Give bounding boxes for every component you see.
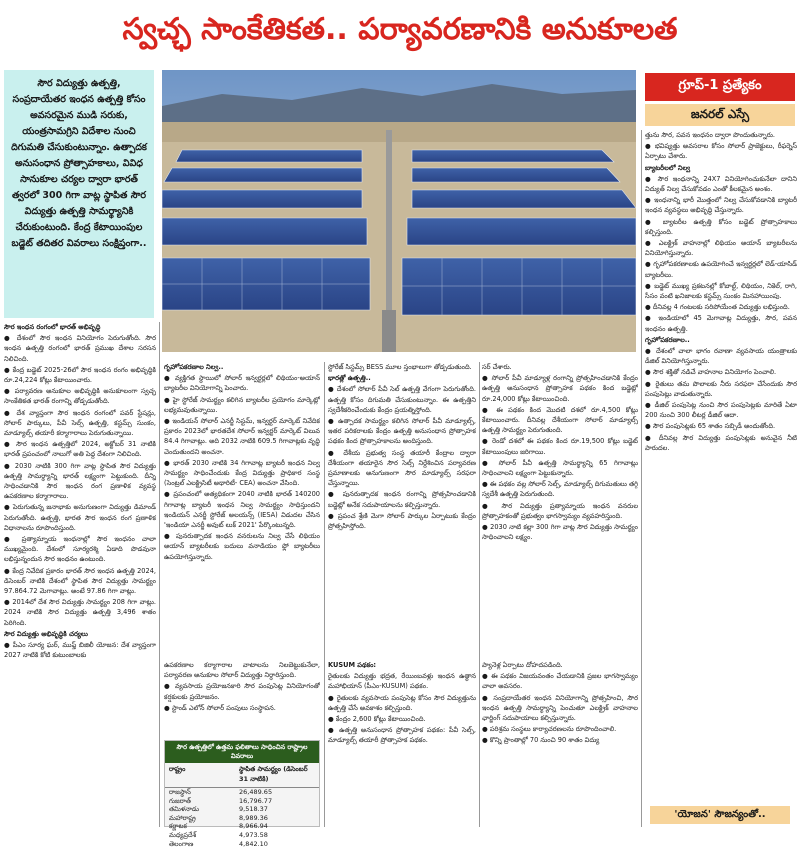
paragraph: ● దీనివల్ల 4 గంటలకు సరిపోయేంత విద్యుత్తు లభిస్తుంది. (645, 303, 790, 312)
paragraph: ● డీజిల్ పంపుసెట్ల నుంచి సౌర పంపుసెట్లకు మారితే ఏటా 200 నుంచి 300 లీటర్ల డీజిల్ ఆదా. (645, 401, 797, 420)
paragraph: ● పునరుత్పాదక ఇంధన వనరులను నిల్వ చేసే లిథియం అయాన్ బ్యాటరీలకు బదులు వనాడియం ఫ్లో బ్యాటరీలు ఉపయోగిస్తున్నారు. (164, 532, 320, 561)
table-row (165, 840, 319, 848)
solar-panel-photo (162, 70, 636, 352)
table-title: సౌర ఉత్పత్తిలో ఉత్తమ ఫలితాలు సాధించిన రాష్ట్రాల వివరాలు (165, 741, 319, 763)
column-divider (479, 362, 480, 827)
paragraph: ● సౌర విద్యుత్తు ప్రత్యామ్నాయ ఇంధన వనరుల ప్రోత్సాహకంతో ప్రభుత్వం భాగస్వామ్యం వ్యవహరిస్తుంది. (482, 501, 638, 520)
paragraph: ● దేశంలో సౌర ఇంధన వినియోగం పెరుగుతోంది. సౌర ఇంధన ఉత్పత్తి రంగంలో భారత్ ప్రముఖ దేశాల సరసన నిలిచింది. (4, 334, 156, 363)
paragraph: ● సౌర ఇంధన ఉత్పత్తిలో 2024, అక్టోబర్ 31 నాటికి భారత్ ప్రపంచంలో నాలుగో అతి పెద్ద దేశంగా నిలిచింది. (4, 440, 156, 459)
paragraph: ● కేంద్ర నివేదిక ప్రకారం భారత్ సౌర ఇంధన ఉత్పత్తి 2024, డిసెంబర్ నాటికి దేశంలో స్థాపిత సౌర విద్యుత్తు సామర్థ్యం 97.864.72 మెగావాట్లు. అంటే 97.86 గిగా వాట్లు. (4, 566, 156, 596)
column-divider (641, 130, 642, 827)
table-cell-state: తమిళనాడు (169, 805, 199, 814)
paragraph: స్టోరేజ్ సిస్టమ్స్ BESS మూల స్తంభాలుగా తోడ్పడుతుంది. (328, 363, 472, 371)
paragraph: ● 2030 నాటి కల్లా 300 గిగా వాట్ల సౌర విద్యుత్తు సామర్థ్యం సాధించాలని లక్ష్యం. (482, 523, 638, 542)
table-cell-state: మహారాష్ట్ర (169, 813, 196, 822)
table-cell-capacity: 8,989.36 (239, 813, 268, 822)
paragraph: ● సోలార్ పీవీ మాడ్యూళ్ల రంగాన్ని ప్రోత్సహించడానికి కేంద్రం ఉత్పత్తి అనుసంధాన ప్రోత్సాహక పథకం కింద బడ్జెట్లో రూ.24,000 కోట్లు కేటాయించింది. (482, 374, 638, 403)
paragraph: ● పరిశ్రమ సంస్థలు కార్యాచరణలను రూపొందించాలి. (482, 725, 617, 734)
paragraph: ప్యానెళ్ల ఏర్పాటు దోహదపడింది. (482, 661, 563, 669)
subheading: గృహోపకరణాల.. (645, 335, 690, 344)
paragraph: ● ఈ పథకం విజయవంతం చేయడానికి ప్రజల భాగస్వామ్యం చాలా అవసరం. (482, 672, 638, 691)
column-5 (164, 660, 320, 738)
table-cell-state: కర్ణాటక (169, 822, 187, 831)
byline: జనరల్ ఎస్సే (645, 104, 795, 126)
table-cell-state: గుజరాత్ (169, 796, 191, 805)
paragraph: ● కేంద్రం 2,600 కోట్లు కేటాయించింది. (328, 715, 426, 724)
section-badge: గ్రూప్-1 ప్రత్యేకం (645, 73, 795, 101)
paragraph: ● హై స్టోరేజ్ సామర్థ్యం కలిగిన బ్యాటరీల ప్రయోగం మార్కెట్లో లభ్యమవుతున్నాయి. (164, 395, 320, 414)
solar-farm-illustration (162, 70, 636, 352)
paragraph: ● సౌర శక్తితో నడిచే వాహనాల వినియోగం పెంచాలి. (645, 368, 777, 377)
table-row (165, 797, 319, 806)
column-6 (328, 660, 476, 827)
paragraph: ● ప్రపంచంలో అత్యధికంగా 2040 నాటికి భారత్ 140200 గిగావాట్ల బ్యాటరీ ఇంధన నిల్వ సామర్థ్యం సాధిస్తుందని ఇండియన్ ఎనర్జీ స్టోరేజ్ అలయన్స్ (IESA) విడుదల చేసిన 'ఇండియా ఎనర్జీ అవుట్ లుక్ 2021' పేర్కొంటున్నది. (164, 490, 320, 530)
subheading: బ్యాటరీలలో నిల్వ (645, 163, 691, 172)
paragraph: ● దేశంలో చాలా భాగం రవాణా వ్యవసాయ యంత్రాలకు డీజిల్ వినియోగిస్తున్నారు. (645, 347, 797, 366)
paragraph: ● ఇండియాలో 45 మెగావాట్ల విద్యుత్తు, సౌర, పవన ఇంధనం ఉత్పత్తి. (645, 314, 797, 333)
paragraph: ● వ్యక్తిగత స్థాయిలో సోలార్ ఇన్వర్టర్లలో లిథియం-అయాన్ బ్యాటరీల వినియోగాన్ని పెంచారు. (164, 374, 320, 393)
table-header-row (165, 763, 319, 788)
table-cell-capacity: 26,489.65 (239, 788, 273, 796)
subheading: భారత్లో ఉత్పత్తి.. (328, 374, 371, 383)
paragraph: ● ప్రపంచ శ్రేణి మెగా సోలార్ పార్కుల ఏర్పాటుకు కేంద్రం ప్రోత్సహిస్తోంది. (328, 511, 476, 531)
paragraph: ● ఎలక్ట్రిక్ వాహనాల్లో లిథియం అయాన్ బ్యాటరీలను వినియోగిస్తున్నారు. (645, 239, 797, 258)
paragraph: ఉపకరణాల కర్మాగారాల వాటాలను నిలబెట్టుకునేలా, పర్యావరణ అనుకూల సోలార్ విద్యుత్తు నిర్ధారిస్తుంది. (164, 661, 320, 680)
paragraph: రైతులకు విద్యుత్తు భద్రత, రేయింబవళ్లు ఇంధన ఉత్థాన మహాభియాన్ (పీఎం-KUSUM) పథకం. (328, 672, 476, 691)
paragraph: ● ఈ పథకం కింద మొదటి దశలో రూ.4,500 కోట్లు కేటాయించారు. దీనివల్ల దేశీయంగా సోలార్ మాడ్యూల్స్ ఉత్పత్తి సామర్థ్యం పెరుగుతుంది. (482, 405, 638, 435)
paragraph: ● గృహోపకరణాలకు ఉపయోగించే ఇన్వర్టర్లలో లెడ్-యాసిడ్ బ్యాటరీలు. (645, 260, 797, 279)
paragraph: ● సౌర పంపుసెట్లకు 65 శాతం సబ్సిడీ అందుతోంది. (645, 422, 776, 431)
paragraph: ● ఉత్పాదక సామర్థ్యం కలిగిన సోలార్ పీవీ మాడ్యూల్స్, ఇతర పరికరాలకు కేంద్రం ఉత్పత్తి అనుసంధాన ప్రోత్సాహక పథకం కింద ప్రోత్సాహకాలను అందిస్తుంది. (328, 417, 476, 446)
state-capacity-table (164, 740, 320, 848)
table-header-state: రాష్ట్రం (169, 765, 186, 773)
column-divider (324, 362, 325, 827)
table-cell-capacity: 9,518.37 (239, 805, 268, 814)
table-header-capacity: స్థాపిత సామర్థ్యం (డిసెంబర్ 31 నాటికి) (239, 765, 308, 783)
paragraph: ● పర్యావరణ అనుకూల అభివృద్ధికి అనుకూలంగా స్వచ్ఛ సాంకేతికత భారత్ రంగాన్ని తోడ్పడుతోంది. (4, 387, 156, 406)
paragraph: ● కొన్ని ప్రాంతాల్లో 70 నుంచి 90 శాతం విద్యు (482, 736, 600, 745)
credit-note: 'యోజన' సౌజన్యంతో.. (650, 806, 790, 824)
paragraph: ● సోలార్ పీవీ ఉత్పత్తి సామర్థ్యాన్ని 65 గిగావాట్లు సాధించాలని లక్ష్యంగా పెట్టుకున్నారు. (482, 458, 638, 478)
paragraph: ● ప్రత్యామ్నాయ ఇంధనాల్లో సౌర ఇంధనం చాలా ముఖ్యమైంది. దేశంలో సూర్యరశ్మి ఏడాది పొడవునా లభిస్తున్నందున సౌర ఇంధనం ఉంటుంది. (4, 535, 156, 564)
subheading: గృహోపకరణాల నిల్వ.. (164, 363, 224, 371)
paragraph: ● దేశీయ ప్రభుత్వ సంస్థ తయారీ కేంద్రాల ద్వారా దేశీయంగా తయారైన సౌర సెల్స్ నిర్దేశించిన పర్యావరణ ప్రమాణాలకు అనుగుణంగా సౌర మాడ్యూల్స్ సరఫరా చేస్తున్నాయి. (328, 448, 476, 488)
paragraph: ● పెరుగుతున్న జనాభాకు అనుగుణంగా విద్యుత్తు డిమాండ్ పెరుగుతోంది. ఉత్పత్తి, భారత సౌర ఇంధన రంగ ప్రణాళిక విధానాలను రూపొందిస్తుంది. (4, 503, 156, 532)
paragraph: ● భవిష్యత్తు అవసరాల కోసం సోలార్ ప్రాజెక్టులు, రీఫర్నెస్ ఏర్పాటు చేశారు. (645, 142, 797, 161)
paragraph: ● 2014లో దేశ సౌర విద్యుత్తు సామర్థ్యం 208 గిగా వాట్లు. 2024 నాటికి సౌర విద్యుత్తు ఉత్పత్తి 3,496 శాతం పెరిగింది. (4, 598, 156, 627)
column-7 (482, 660, 638, 827)
subheading: సౌర ఇంధన రంగంలో భారత్ అభివృద్ధి (4, 323, 101, 331)
paragraph: ● సౌర ఇంధనాన్ని 24X7 వినియోగించుకునేలా దానిని విద్యుత్ నిల్వ చేసుకోవడం ఎంతో కీలకమైన అంశం. (645, 174, 797, 194)
paragraph: ● సంప్రదాయేతర ఇంధన వినియోగాన్ని ప్రోత్సహించి, సౌర ఇంధన ఉత్పత్తి సామర్థ్యాన్ని పెంచుతూ ఎలక్ట్రిక్ వాహనాల ఛార్జింగ్ సదుపాయాలు కల్పిస్తున్నారు. (482, 693, 638, 723)
paragraph: ● బ్యాటరీల ఉత్పత్తి కోసం బడ్జెట్ ప్రోత్సాహకాలు కల్పిస్తుంది. (645, 217, 797, 236)
column-8 (645, 130, 797, 802)
paragraph: ● కేంద్ర బడ్జెట్ 2025-26లో సౌర ఇంధన రంగం అభివృద్ధికి రూ.24,224 కోట్లు కేటాయించారు. (4, 365, 156, 385)
paragraph: ● దేశ వ్యాప్తంగా సౌర ఇంధన రంగంలో పవర్ స్టేషన్లు, సోలార్ పార్కులు, పీవీ సెల్స్ ఉత్పత్తి, కస్టమ్స్ సుంకం, మాడ్యూల్స్ తయారీ కర్మాగారాలు పెరుగుతున్నాయి. (4, 408, 156, 438)
subheading: KUSUM పథకం: (328, 661, 377, 669)
paragraph: ● ఇంధనాన్ని భారీ మొత్తంలో నిల్వ చేసుకోవడానికి బ్యాటరీ ఇంధన వ్యవస్థలు అభివృద్ధి చేస్తున్నారు. (645, 196, 797, 215)
paragraph: ● పునరుత్పాదక ఇంధన రంగాన్ని ప్రోత్సహించడానికి బడ్జెట్లో అనేక సదుపాయాలను కల్పిస్తున్నారు. (328, 490, 476, 509)
column-1 (4, 322, 156, 827)
paragraph: ● బడ్జెట్ ముఖ్య ప్రకటనల్లో కోబాల్ట్, లిథియం, నికెల్, రాగి, సీసం వంటి ఖనిజాలకు కస్టమ్స్ సుంకం మినహాయింపు. (645, 281, 797, 301)
paragraph: ● పీఎం సూర్య ఘర్, ముఫ్త్ బిజిలీ యోజన: దేశ వ్యాప్తంగా 2027 నాటికి కోటి కుటుంబాలకు (4, 641, 156, 660)
paragraph: ● దీనివల్ల సౌర విద్యుత్తు పంపుసెట్లకు అనువైన నీటి పారుదల. (645, 433, 797, 452)
table-cell-capacity: 8,966.94 (239, 822, 268, 831)
column-divider (159, 322, 160, 827)
paragraph: ● ఇండియన్ సోలార్ ఎనర్జీ సిస్టమ్, ఇన్వర్టర్ మార్కెట్ నివేదిక ప్రకారం 2023లో భారతదేశ సోలార్ ఇన్వర్టర్ మార్కెట్ విలువ 84.4 గిగావాట్లు. అది 2032 నాటికి 609.5 గిగావాట్లకు వృద్ధి చెందుతుందని అంచనా. (164, 417, 320, 456)
headline (0, 0, 800, 66)
paragraph: ● వ్యవసాయ ప్రయోజనకారి సౌర పంపుసెట్ల వినియోగంతో కర్షకులకు ప్రయోజనం. (164, 682, 320, 701)
table-row (165, 814, 319, 823)
intro-box: సౌర విద్యుత్తు ఉత్పత్తి, సంప్రదాయేతర ఇంధన ఉత్పత్తి కోసం అవసరమైన ముడి సరుకు, యంత్రసామగ్రిని విదేశాల నుంచి దిగుమతి చేసుకుంటున్నాం. ఉత్పాదక అనుసంధాన ప్రోత్సాహకాలు, వివిధ సానుకూల చర్యల ద్వారా భారత్ త్వరలో 300 గిగా వాట్ల స్థాపిత సౌర విద్యుత్తు ఉత్పత్తి సామర్థ్యానికి చేరుకుంటుంది. కేంద్ర కేటాయింపుల బడ్జెట్ తదితర వివరాలు సంక్షిప్తంగా.. (4, 70, 154, 318)
paragraph: త్తును సౌర, పవన ఇంధనం ద్వారా పొందుతున్నారు. (645, 131, 775, 139)
column-4 (482, 362, 638, 652)
table-body (165, 788, 319, 848)
table-row (165, 805, 319, 814)
paragraph: ● ఈ పథకం వల్ల సోలార్ సెల్స్, మాడ్యూల్స్ దిగుమతులు తగ్గి స్వదేశీ ఉత్పత్తి పెరుగుతుంది. (482, 480, 638, 499)
paragraph: ● రెండో దశలో ఈ పథకం కింద రూ.19,500 కోట్లు బడ్జెట్ కేటాయింపులు జరిగాయి. (482, 437, 638, 456)
paragraph: ● రైతులకు వ్యవసాయ పంపుసెట్ల కోసం సౌర విద్యుత్తును ఉత్పత్తి చేసే అవకాశం కల్పిస్తుంది. (328, 693, 476, 712)
table-cell-state: రాజస్థాన్ (169, 788, 191, 796)
headline-text: స్వచ్ఛ సాంకేతికత.. పర్యావరణానికి అనుకూలత (122, 12, 678, 47)
column-2 (164, 362, 320, 652)
table-cell-capacity: 16,796.77 (239, 796, 273, 805)
subheading: సౌర విద్యుత్తు అభివృద్ధికి చర్యలు (4, 629, 88, 638)
table-row (165, 788, 319, 797)
table-row (165, 831, 319, 840)
column-3 (328, 362, 476, 652)
paragraph: ● భారత్ 2030 నాటికి 34 గిగావాట్ల బ్యాటరీ ఇంధన నిల్వ సామర్థ్యం సాధించేందుకు కేంద్ర విద్యుత్తు ప్రాధికార సంస్థ (సెంట్రల్ ఎలక్ట్రిసిటీ అథారిటీ- CEA) అంచనా వేసింది. (164, 458, 320, 488)
paragraph: ● రైతులు తమ పొలాలకు నీరు సరఫరా చేసేందుకు సౌర పంపుసెట్లు వాడుతున్నారు. (645, 379, 797, 398)
table-cell-capacity: 4,973.58 (239, 830, 268, 839)
table-cell-state: మధ్యప్రదేశ్ (169, 830, 197, 839)
paragraph: ● 2030 నాటికి 300 గిగా వాట్ల స్థాపిత సౌర విద్యుత్తు ఉత్పత్తి సామర్థ్యాన్ని భారత్ లక్ష్యంగా పెట్టుకుంది. దీన్ని సాధించడానికి సౌర ఇంధన రంగ ప్రణాళిక వ్యవస్థ ఉపకరణాల కర్మాగారాలు. (4, 461, 156, 501)
paragraph: సర్ చేశారు. (482, 363, 512, 371)
paragraph: ● దేశంలో సోలార్ పీవీ సెల్ ఉత్పత్తి వేగంగా పెరుగుతోంది. ఉత్పత్తి కోసం దిగుమతి చేసుకుంటున్నాం. ఈ ఉత్పత్తిని స్వదేశీకరించేందుకు కేంద్రం ప్రయత్నిస్తోంది. (328, 385, 476, 414)
table-cell-state: తెలంగాణ (169, 839, 194, 848)
table-cell-capacity: 4,842.10 (239, 839, 268, 848)
paragraph: ● ఉత్పత్తి అనుసంధాన ప్రోత్సాహక పథకం: పీవీ సెల్స్, మాడ్యూల్స్ తయారీ ప్రోత్సాహక పథకం. (328, 726, 476, 745)
paragraph: ● స్టాండ్ ఎలోన్ సోలార్ పంపులు సంస్థాపన. (164, 703, 276, 712)
